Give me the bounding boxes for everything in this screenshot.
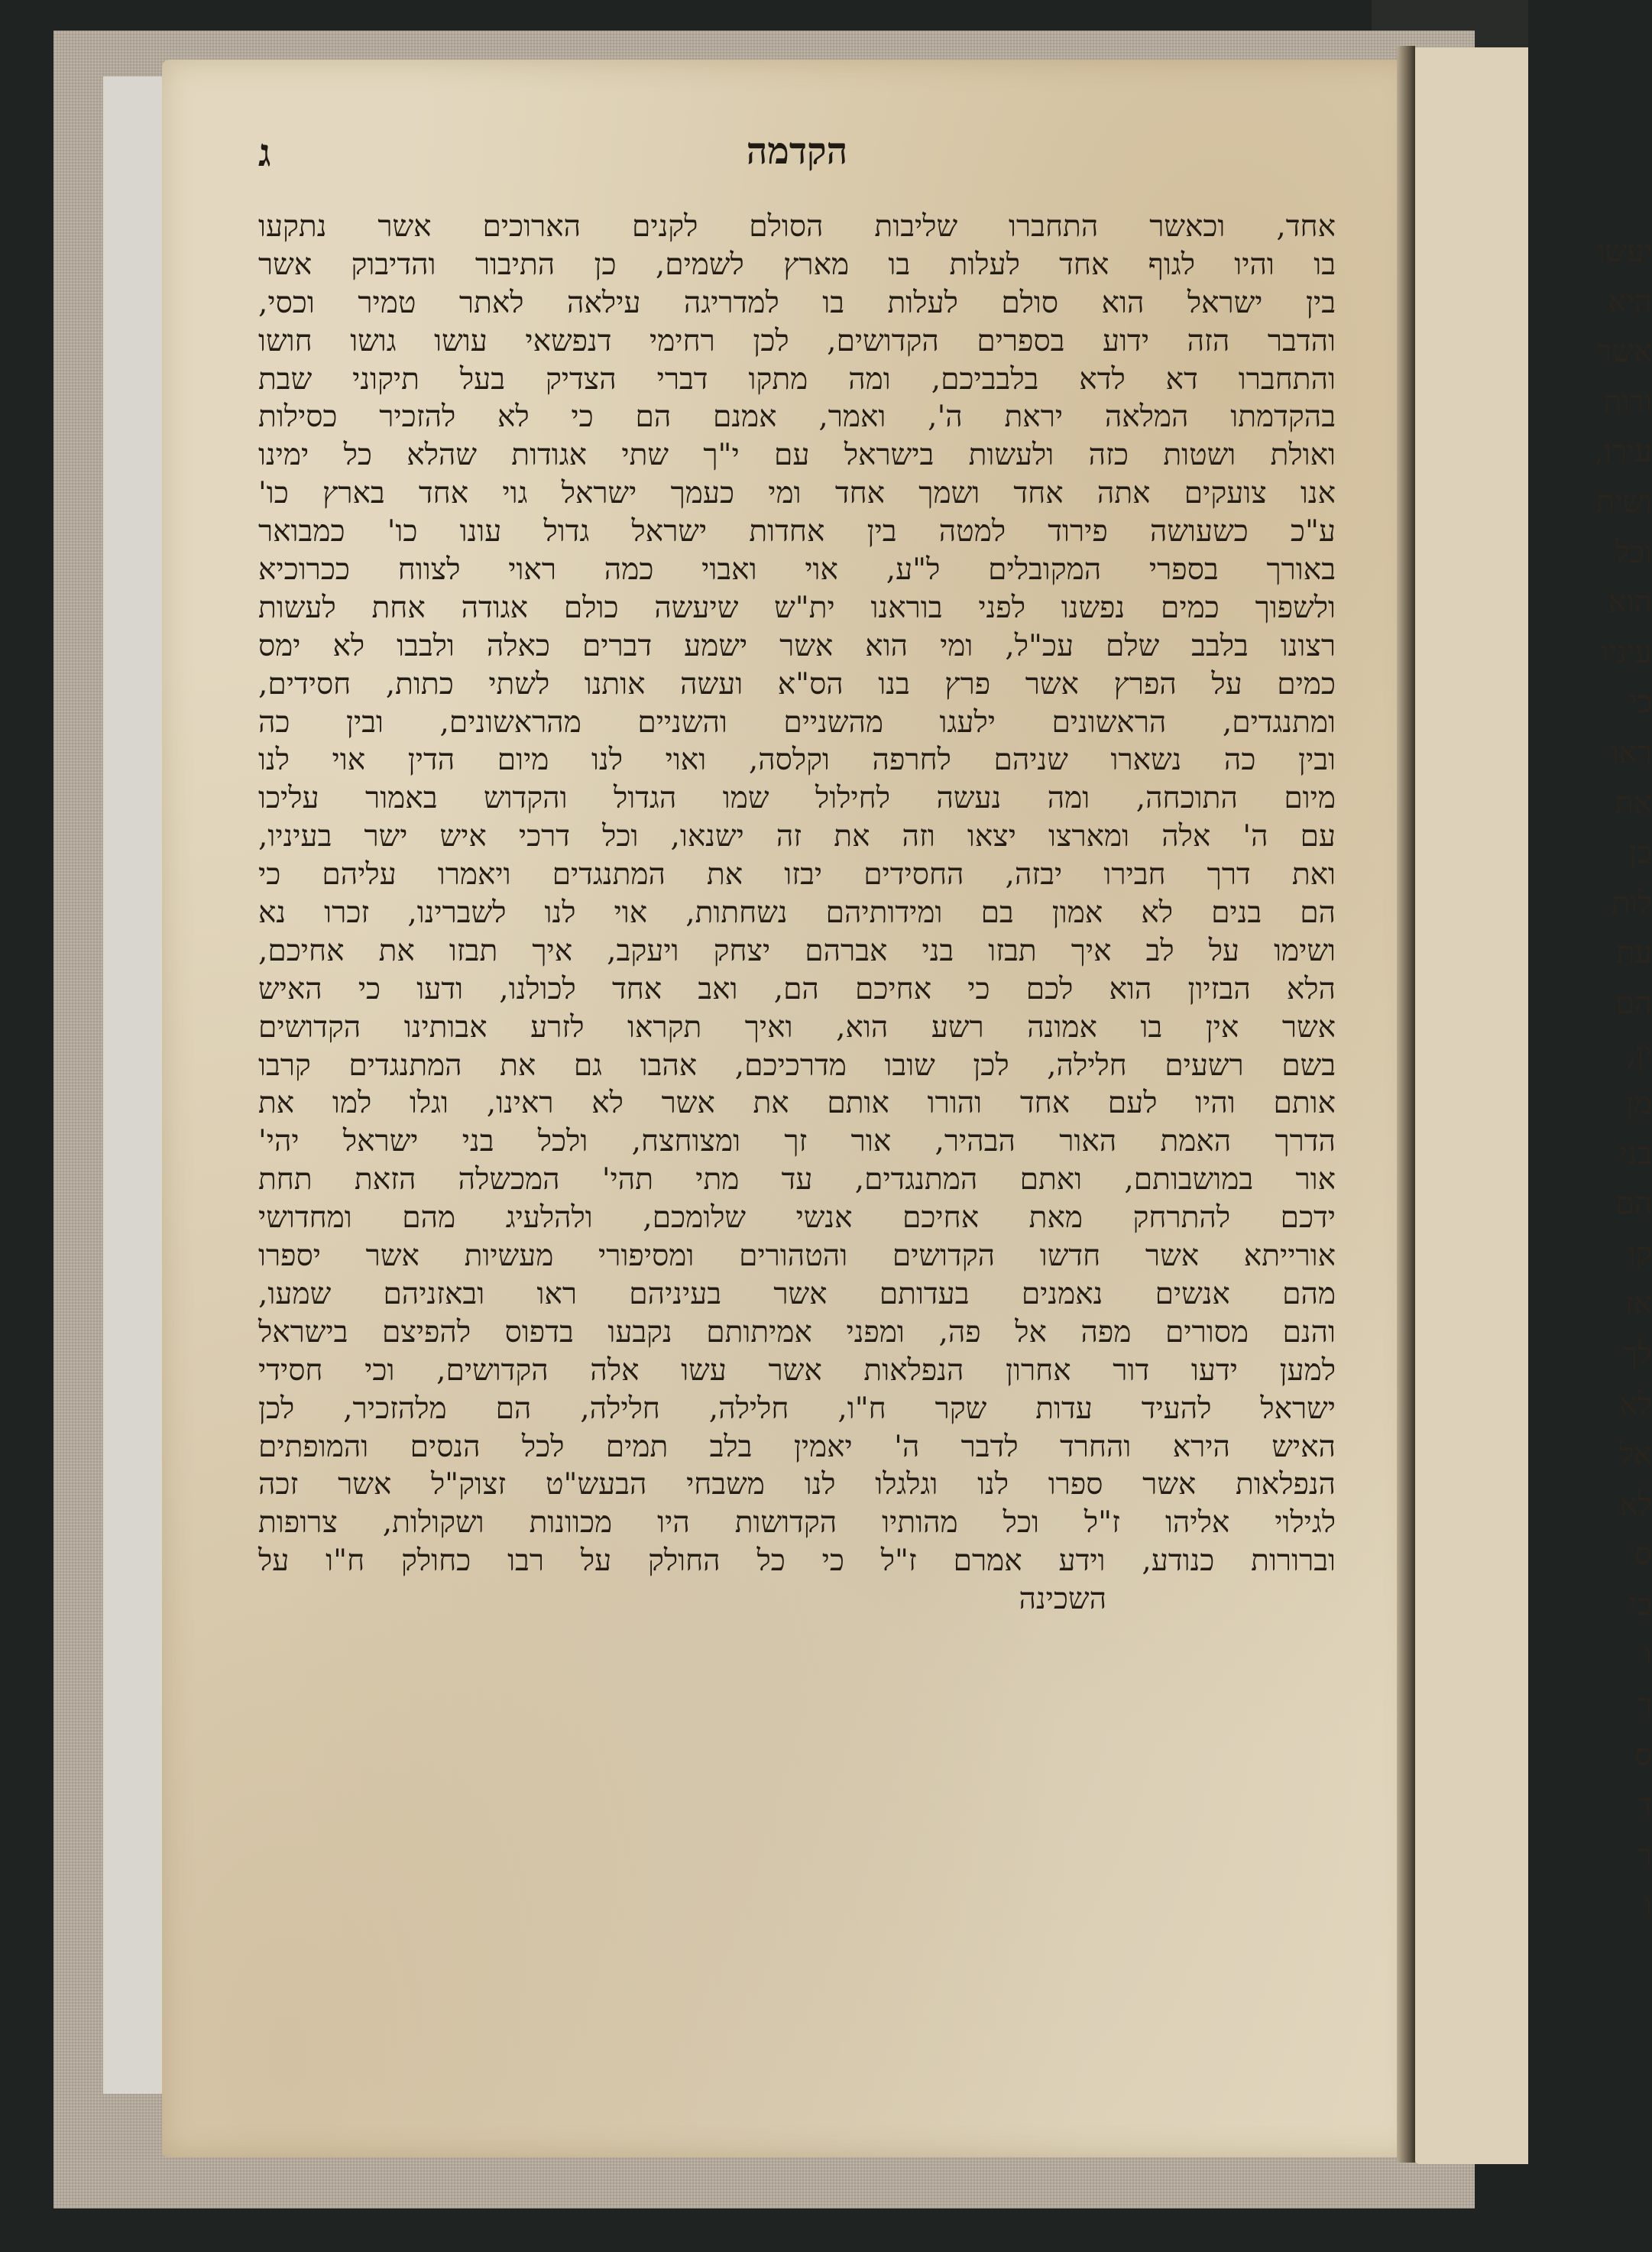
facing-text-fragment: ד — [1637, 1787, 1652, 1823]
running-title: הקדמה — [746, 130, 848, 173]
facing-text-fragment: עירו, — [1594, 434, 1652, 470]
text-line: כמים על הפרץ אשר פרץ בנו הס"א ועשה אותנו לשתי כתות, חסידים, — [258, 666, 1336, 702]
text-line: הם בנים לא אמון בם ומידותיהם נשחתות, אוי לנו לשברינו, זכרו נא — [258, 896, 1336, 931]
facing-text-fragment: אל — [1619, 1437, 1652, 1473]
text-line: בהקדמתו המלאה יראת ה', ואמר, אמנם הם כי לא להזכיר כסילות — [258, 400, 1336, 435]
facing-text-fragment: בני — [1619, 1136, 1652, 1171]
facing-text-fragment: לא — [1619, 1386, 1652, 1422]
text-line: בשם רשעים חלילה, לכן שובו מדרכיכם, אהבו גם את המתנגדים קרבו — [258, 1048, 1336, 1083]
text-line: והדבר הזה ידוע בספרים הקדושים, לכן רחימי דנפשאי עושו גושו חושו — [258, 323, 1336, 358]
facing-text-fragment: ס — [1634, 1537, 1652, 1573]
page-number: ג — [258, 130, 271, 175]
facing-page — [1415, 47, 1652, 2164]
text-line: ידכם להתרחק מאת אחיכם אנשי שלומכם, ולהלעיג מהם ומחדושי — [258, 1201, 1336, 1236]
facing-page-text — [1423, 227, 1652, 1931]
text-line: אותם והיו לעם אחד והורו אותם את אשר לא ראינו, וגלו למו את — [258, 1086, 1336, 1121]
text-line: אחד, וכאשר התחברו שליבות הסולם לקנים הארוכים אשר נתקעו — [258, 209, 1336, 244]
facing-text-fragment: לך — [1622, 1337, 1652, 1372]
text-line: אור במושבותם, ואתם המתנגדים, עד מתי תהי' המכשלה הזאת תחת — [258, 1162, 1336, 1197]
text-line: ואולת ושטות כזה ולעשות בישראל עם י"ך שתי אגודות שהלא כל ימינו — [258, 438, 1336, 473]
facing-text-fragment: ו — [1644, 1887, 1652, 1923]
facing-text-fragment: קו — [1628, 1236, 1652, 1272]
text-line: באורך בספרי המקובלים ל"ע, אוי ואבוי כמה ראוי לצווח ככרוכיא — [258, 552, 1336, 588]
facing-text-fragment: לות — [1611, 885, 1652, 921]
facing-text-fragment: ר — [1637, 1687, 1652, 1723]
text-line: ושימו על לב איך תבזו בני אברהם יצחק ויעקב, איך תבזו את אחיכם, — [258, 933, 1336, 968]
text-line: בין ישראל הוא סולם לעלות בו למדריגה עילאה לאתר טמיר וכסי, — [258, 285, 1336, 320]
text-line: בו והיו לגוף אחד לעלות בו מארץ לשמים, כן התיבור והדיבוק אשר — [258, 247, 1336, 282]
facing-text-fragment: אשר — [1597, 334, 1652, 370]
page-header — [258, 130, 1336, 183]
text-line: והנם מסורים מפה אל פה, ומפני אמיתותם נקבעו בדפוס להפיצם בישראל — [258, 1314, 1336, 1350]
body-text-block — [258, 208, 1336, 1619]
text-line: הלא הבזיון הוא לכם כי אחיכם הם, ואב אחד לכולנו, ודעו כי האיש — [258, 971, 1336, 1006]
text-line: ומתנגדים, הראשונים ילעגו מהשניים והשניים מהראשונים, ובין כה — [258, 705, 1336, 740]
text-line: למען ידעו דור אחרון הנפלאות אשר עשו אלה הקדושים, וכי חסידי — [258, 1353, 1336, 1388]
facing-text-fragment: אז — [1624, 1286, 1652, 1322]
facing-text-fragment: עיניו — [1601, 634, 1652, 670]
facing-text-fragment: ו — [1644, 1637, 1652, 1673]
facing-text-fragment: ר — [1637, 1838, 1652, 1873]
text-line: הדרך האמת האור הבהיר, אור זך ומצוחצח, ולכל בני ישראל יהי' — [258, 1124, 1336, 1159]
text-line: ואת דרך חבירו יבזה, החסידים יבזו את המתנגדים ויאמרו עליהם כי — [258, 857, 1336, 893]
text-line: מהם אנשים נאמנים בעדותם אשר בעיניהם ראו ובאזניהם שמעו, — [258, 1276, 1336, 1311]
text-line: וברורות כנודע, וידע אמרם ז"ל כי כל החולק על רבו כחולק ח"ו על — [258, 1544, 1336, 1579]
facing-text-fragment: לא — [1619, 1486, 1652, 1522]
facing-text-fragment: מן — [1626, 1086, 1652, 1122]
text-line: האיש הירא והחרד לדבר ה' יאמין בלב תמים לכל הנסים והמופתים — [258, 1429, 1336, 1464]
facing-text-fragment: את — [1615, 785, 1652, 821]
facing-text-fragment: כי — [1628, 1587, 1652, 1623]
text-line: ע"כ כשעושה פירוד למטה בין אחדות ישראל גדול עונו כו' כמבואר — [258, 514, 1336, 549]
text-line: השכינה — [1019, 1582, 1106, 1617]
facing-text-fragment: הם — [1615, 1186, 1652, 1222]
facing-text-fragment: כן — [1629, 835, 1652, 871]
text-line: לגילוי אליהו ז"ל וכל מהותיו הקדושות היו מכוונות ושקולות, צרופות — [258, 1505, 1336, 1541]
facing-text-fragment: הם — [1615, 985, 1652, 1021]
text-line: הנפלאות אשר ספרו לנו וגלגלו לנו משבחי הבעש"ט זצוק"ל אשר זכה — [258, 1467, 1336, 1502]
book-gutter — [1397, 46, 1415, 2163]
facing-text-fragment: ושית — [1595, 484, 1652, 520]
facing-text-fragment: היא — [1608, 284, 1652, 319]
text-line: רצונו בלבב שלם עכ"ל, ומי הוא אשר ישמע דברים כאלה ולבבו לא ימס — [258, 628, 1336, 663]
text-line: אנו צועקים אתה אחד ושמך אחד ומי כעמך ישראל גוי אחד בארץ כו' — [258, 476, 1336, 511]
text-line: ישראל להעיד עדות שקר ח"ו, חלילה, חלילה, הם מלהזכיר, לכן — [258, 1391, 1336, 1426]
text-line: ובין כה נשארו שניהם לחרפה וקלסה, ואוי לנו מיום הדין אוי לנו — [258, 743, 1336, 778]
facing-text-fragment: ס — [1634, 1737, 1652, 1773]
text-line: והתחברו דא לדא בלבביכם, ומה מתקו דברי הצדיק בעל תיקוני שבת — [258, 361, 1336, 397]
facing-text-fragment: ראו — [1611, 734, 1652, 770]
facing-text-fragment: ין, — [1626, 1035, 1652, 1071]
text-line: אורייתא אשר חדשו הקדושים והטהורים ומסיפורי מעשיות אשר יספרו — [258, 1239, 1336, 1274]
text-line: מיום התוכחה, ומה נעשה לחילול שמו הגדול והקדוש באמור עליכו — [258, 781, 1336, 816]
facing-text-fragment: כי — [1628, 685, 1652, 721]
text-line: ולשפוך כמים נפשנו לפני בוראנו ית"ש שיעשה כולם אגודה אחת לעשות — [258, 590, 1336, 625]
facing-text-fragment: עת — [1615, 935, 1652, 971]
text-line: עם ה' אלה ומארצו יצאו וזה את זה ישנאו, וכל דרכי איש ישר בעיניו, — [258, 819, 1336, 854]
text-line: אשר אין בו אמונה רשע הוא, ואיך תקראו לזרע אבותינו הקדושים — [258, 1009, 1336, 1045]
facing-text-fragment: וכל — [1615, 534, 1652, 570]
facing-text-fragment: יעשו — [1597, 234, 1652, 269]
facing-text-fragment: הוא — [1608, 585, 1652, 621]
facing-text-fragment: ודות — [1602, 384, 1652, 420]
